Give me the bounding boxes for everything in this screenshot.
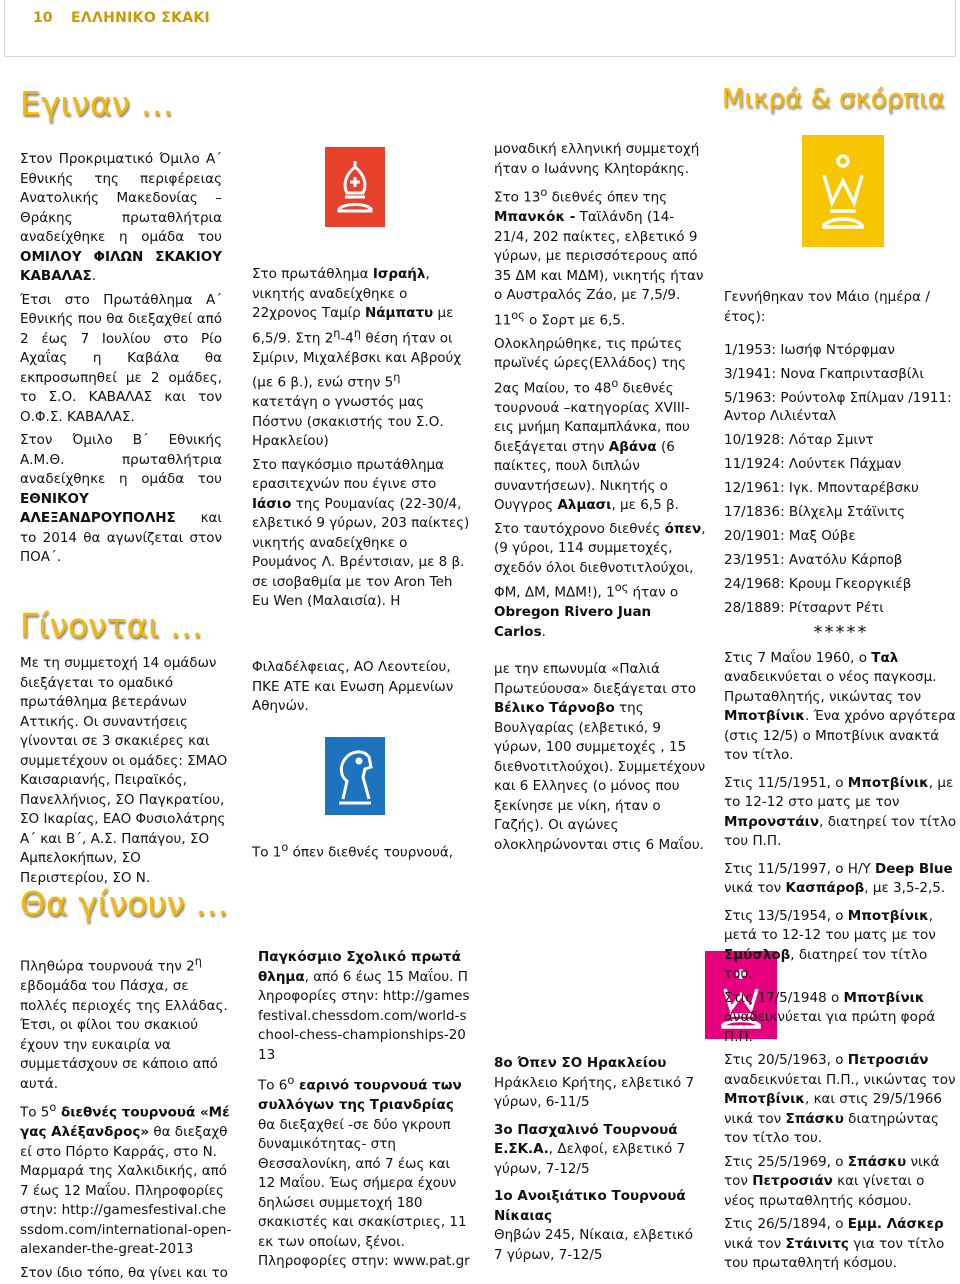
article-para: Στο $13^o$ διεθνές όπεν της Μπανκόκ - Ταϊλάνδη (14-21/4, 202 παίκτες, ελβετικό 9 γύρων, με περισσότερους από 35 ΔΜ και ΜΔΜ), νικητής ήταν ο Αυστραλός Ζάο, με 7,5/9. $11^{o\varsigma}$ ο Σορτ με 6,5. [494,186,704,328]
article-para: Το $6^o$ εαρινό τουρνουά των συλλόγων της Τριανδρίας θα διεξαχθεί -σε δύο γκρουπ δυναμικότητας- στη Θεσσαλονίκη, από 7 έως και 12 Μαΐου. Έως σήμερα έχουν δηλώσει συμμετοχή 180 σκακιστές και σκακίστριες, 11 εκ των οποίων, ξένοι. Πληροφορίες στην: www.pat.gr [258,1074,470,1269]
event-para: Στις 13/5/1954, ο Μποτβίνικ, μετά το 12-12 του ματς με τον Σμύσλοβ, διατηρεί τον τίτλο του. [724,907,936,982]
event-para: Στις 17/5/1948 ο Μποτβίνικ αναδεικνύεται για πρώτη φορά Π.Π. [724,989,936,1045]
article-para: Πληθώρα τουρνουά την $2^\eta$ εβδομάδα του Πάσχα, σε πολλές περιοχές της Ελλάδας. Έτσι, οι φίλοι του σκακιού έχουν την ευκαιρία να συμμετάσχουν σε κάποιο από αυτά. [20,955,228,1092]
column-1-happened [20,150,222,572]
column-3-happened [494,140,706,646]
birth-item: 1/1953: Ιωσήφ Ντόρφμαν [724,342,895,358]
heading-happened: Εγιναν … [20,84,174,123]
birth-item: 17/1836: Βίλχελμ Στάϊνιτς [724,504,905,520]
article-para: Παγκόσμιο Σχολικό πρωτάθλημα, από 6 έως 15 Μαΐου. Πληροφορίες στην: http://gamesfestival.chessdom.com/world-school-chess-championships-2013 [258,949,470,1063]
births-list [724,341,958,617]
bishop-logo-icon [325,147,385,227]
event-para: Στις 25/5/1969, ο Σπάσκυ νικά τον Πετροσιάν και γίνεται ο νέος πρωταθλητής κόσμου. [724,1153,940,1209]
birth-item: 28/1889: Ρίτσαρντ Ρέτι [724,600,884,616]
article-para: Στον ίδιο τόπο, θα γίνει και το [20,1264,228,1281]
heading-happening: Γίνονται … [20,606,203,645]
birth-item: 5/1963: Ρούντολφ Σπίλμαν /1911: Αντορ Λιλιένταλ [724,390,952,424]
event-para: Στις 11/5/1997, ο Η/Υ Deep Blue νικά τον Κασπάροβ, με 3,5-2,5. [724,860,953,896]
heading-misc: Μικρά & σκόρπια [722,84,945,114]
heading-will-happen: Θα γίνουν … [20,884,229,923]
article-para: Στο παγκόσμιο πρωτάθλημα ερασιτεχνών που έγινε στο Ιάσιο της Ρουμανίας (22-30/4, ελβετικό 9 γύρων, 203 παίκτες) νικητής αναδείχθηκε ο Ρουμάνος Λ. Βρέντσιαν, με 8 β. σε ισοβαθμία με τον Aron Teh Eu Wen (Μαλαισία). Η [252,456,470,609]
section-divider-stars: ***** [813,622,869,643]
queen-logo-icon [802,135,884,247]
event-para: Στις 11/5/1951, ο Μποτβίνικ, με το 12-12 στο ματς με τον Μπρονστάιν, διατηρεί τον τίτλο του Π.Π. [724,774,957,849]
article-para: Στο πρωτάθλημα Ισραήλ, νικητής αναδείχθηκε ο 22χρονος Ταμίρ Νάμπατυ με 6,5/9. Στη $2^\eta-4^\eta$ θέση ήταν οι Σμίριν, Μιχαλέβσκι και Αβρούχ (με 6 β.), ενώ στην $5^\eta$ κατετάγη ο γνωστός μας Πόστνυ (σκακιστής του Σ.Ο. Ηρακλείου) [252,266,462,449]
tournament-item: 3ο Πασχαλινό Τουρνουά Ε.ΣΚ.Α., Δελφοί, ελβετικό 7 γύρων, 7-12/5 [494,1121,686,1177]
article-para: Φιλαδέλφειας, ΑΟ Λεοντείου, ΠΚΕ ΑΤΕ και Ενωση Αρμενίων Αθηνών. [252,659,454,714]
article-para: Στον Προκριματικό Όμιλο Α΄ Εθνικής της περιφέρειας Ανατολικής Μακεδονίας – Θράκης πρωταθλήτρια αναδείχθηκε η ομάδα του ΟΜΙΛΟΥ ΦΙΛΩΝ ΣΚΑΚΙΟΥ ΚΑΒΑΛΑΣ. [20,151,222,284]
birth-item: 24/1968: Κρουμ Γκεοργκιέβ [724,576,912,592]
article-para: μοναδική ελληνική συμμετοχή ήταν ο Ιωάννης Κληtopάκης. [494,141,700,177]
birth-item: 10/1928: Λόταρ Σμιντ [724,432,874,448]
article-para: Ολοκληρώθηκε, τις πρώτες πρωϊνές ώρες(Ελλάδος) της 2ας Μαίου, το $48^o$ διεθνές τουρνουά –κατηγορίας XVIII- εις μνήμη Καπαμπλάνκα, που διεξάγεται στην Αβάνα (6 παίκτες, πουλ διπλών συναντήσεων). Νικητής ο Ουγγρος Αλμασι, με 6,5 β. [494,335,690,513]
event-para: Στις 7 Μαΐου 1960, ο Ταλ αναδεικνύεται ο νέος παγκοσμ. Πρωταθλητής, νικώντας τον Μποτβίνικ. Ένα χρόνο αργότερα (στις 12/5) ο Μποτβίνικ ανακτά τον τίτλο. [724,649,956,763]
article-para: Έτσι στο Πρωτάθλημα Α΄ Εθνικής που θα διεξαχθεί από 2 έως 7 Ιουλίου στο Ρίο Αχαΐας η Καβάλα θα εκπροσωπηθεί με 2 ομάδες, το Σ.Ο. ΚΑΒΑΛΑΣ και τον Ο.Φ.Σ. ΚΑΒΑΛΑΣ. [20,291,222,425]
tournament-item: 8ο Όπεν ΣΟ Ηρακλείου Ηράκλειο Κρήτης, ελβετικό 7 γύρων, 6-11/5 [494,1055,695,1110]
column-2-happened [252,265,470,616]
tournament-item: 1ο Ανοιξιάτικο Τουρνουά Νίκαιας Θηβών 245, Νίκαια, ελβετικό 7 γύρων, 7-12/5 [494,1188,693,1263]
birth-item: 12/1961: Ιγκ. Μπονταρέβσκυ [724,480,919,496]
article-para: Στον Όμιλο Β΄ Εθνικής Α.Μ.Θ. πρωταθλήτρια αναδείχθηκε η ομάδα του ΕΘΝΙΚΟΥ ΑΛΕΞΑΝΔΡΟΥΠΟΛΗΣ και το 2014 θα αγωνίζεται στον ΠΟΑ΄. [20,432,222,565]
column-2-happening-2 [252,838,470,867]
column-4-misc [724,288,958,1278]
knight-logo-icon [325,737,385,815]
birth-item: 11/1924: Λούντεκ Πάχμαν [724,456,902,472]
column-2-will-happen [258,948,470,1276]
event-para: Στις 26/5/1894, ο Εμμ. Λάσκερ νικά τον Στάινιτς για τον τίτλο του πρωταθλητή κόσμου. [724,1216,945,1271]
publication-title: ΕΛΛΗΝΙΚΟ ΣΚΑΚΙ [71,10,211,26]
column-2-happening [252,658,470,721]
column-1-will-happen [20,952,232,1284]
article-para: Με τη συμμετοχή 14 ομάδων διεξάγεται το ομαδικό πρωτάθλημα βετεράνων Αττικής. Οι συναντήσεις γίνονται σε 3 σκακιέρες και συμμετέχουν οι ομάδες: ΣΜΑΟ Καισαριανής, Πειραϊκός, Πανελλήνιος, ΣΟ Παγκρατίου, ΣΟ Ικαρίας, ΕΑΟ Φυσιολάτρης Α΄ και Β΄, Α.Σ. Παπάγου, ΣΟ Αμπελοκήπων, ΣΟ Περιστερίου, ΣΟ Ν. [20,655,228,886]
birth-item: 20/1901: Μαξ Ούβε [724,528,856,544]
birth-item: 23/1951: Ανατόλυ Κάρποβ [724,552,903,568]
page-number: 10 [33,10,53,26]
page-header [4,0,956,57]
article-para: Το $1^o$ όπεν διεθνές τουρνουά, [252,841,454,861]
column-1-happening [20,654,230,892]
article-para: Το $5^o$ διεθνές τουρνουά «Μέγας Αλέξανδρος» θα διεξαχθεί στο Πόρτο Καρράς, στο Ν. Μαρμαρά της Χαλκιδικής, από 7 έως 12 Μαΐου. Πληροφορίες στην: http://gamesfestival.chessdom.com/international-open-alexander-the-great-2013 [20,1101,232,1257]
column-3-happening [494,660,706,859]
article-para: Στο ταυτόχρονο διεθνές όπεν, (9 γύροι, 114 συμμετοχές, σχεδόν όλοι διεθνοτιτλούχοι, ΦΜ, ΔΜ, ΜΔΜ!), $1^{o\varsigma}$ ήταν ο Obregon Rivero Juan Carlos. [494,520,706,640]
column-3-will-happen [494,1054,702,1269]
birth-item: 3/1941: Νονα Γκαπριντασβίλι [724,366,924,382]
article-para: με την επωνυμία «Παλιά Πρωτεύουσα» διεξάγεται στο Βέλικο Τάρνοβο της Βουλγαρίας (ελβετικό, 9 γύρων, 100 συμμετοχές , 15 διεθνοτιτλούχοι). Συμμετέχουν και 6 Ελληνες (ο μόνος που ξεκίνησε με νίκη, ήταν ο Γαζής). Οι αγώνες ολοκληρώνονται στις 6 Μαΐου. [494,661,706,853]
births-intro: Γεννήθηκαν τον Μάιο (ημέρα / έτος): [724,289,930,325]
event-para: Στις 20/5/1963, ο Πετροσιάν αναδεικνύεται Π.Π., νικώντας τον Μποτβίνικ, και στις 29/5/1966 νικά τον Σπάσκυ διατηρώντας τον τίτλο του. [724,1052,956,1146]
